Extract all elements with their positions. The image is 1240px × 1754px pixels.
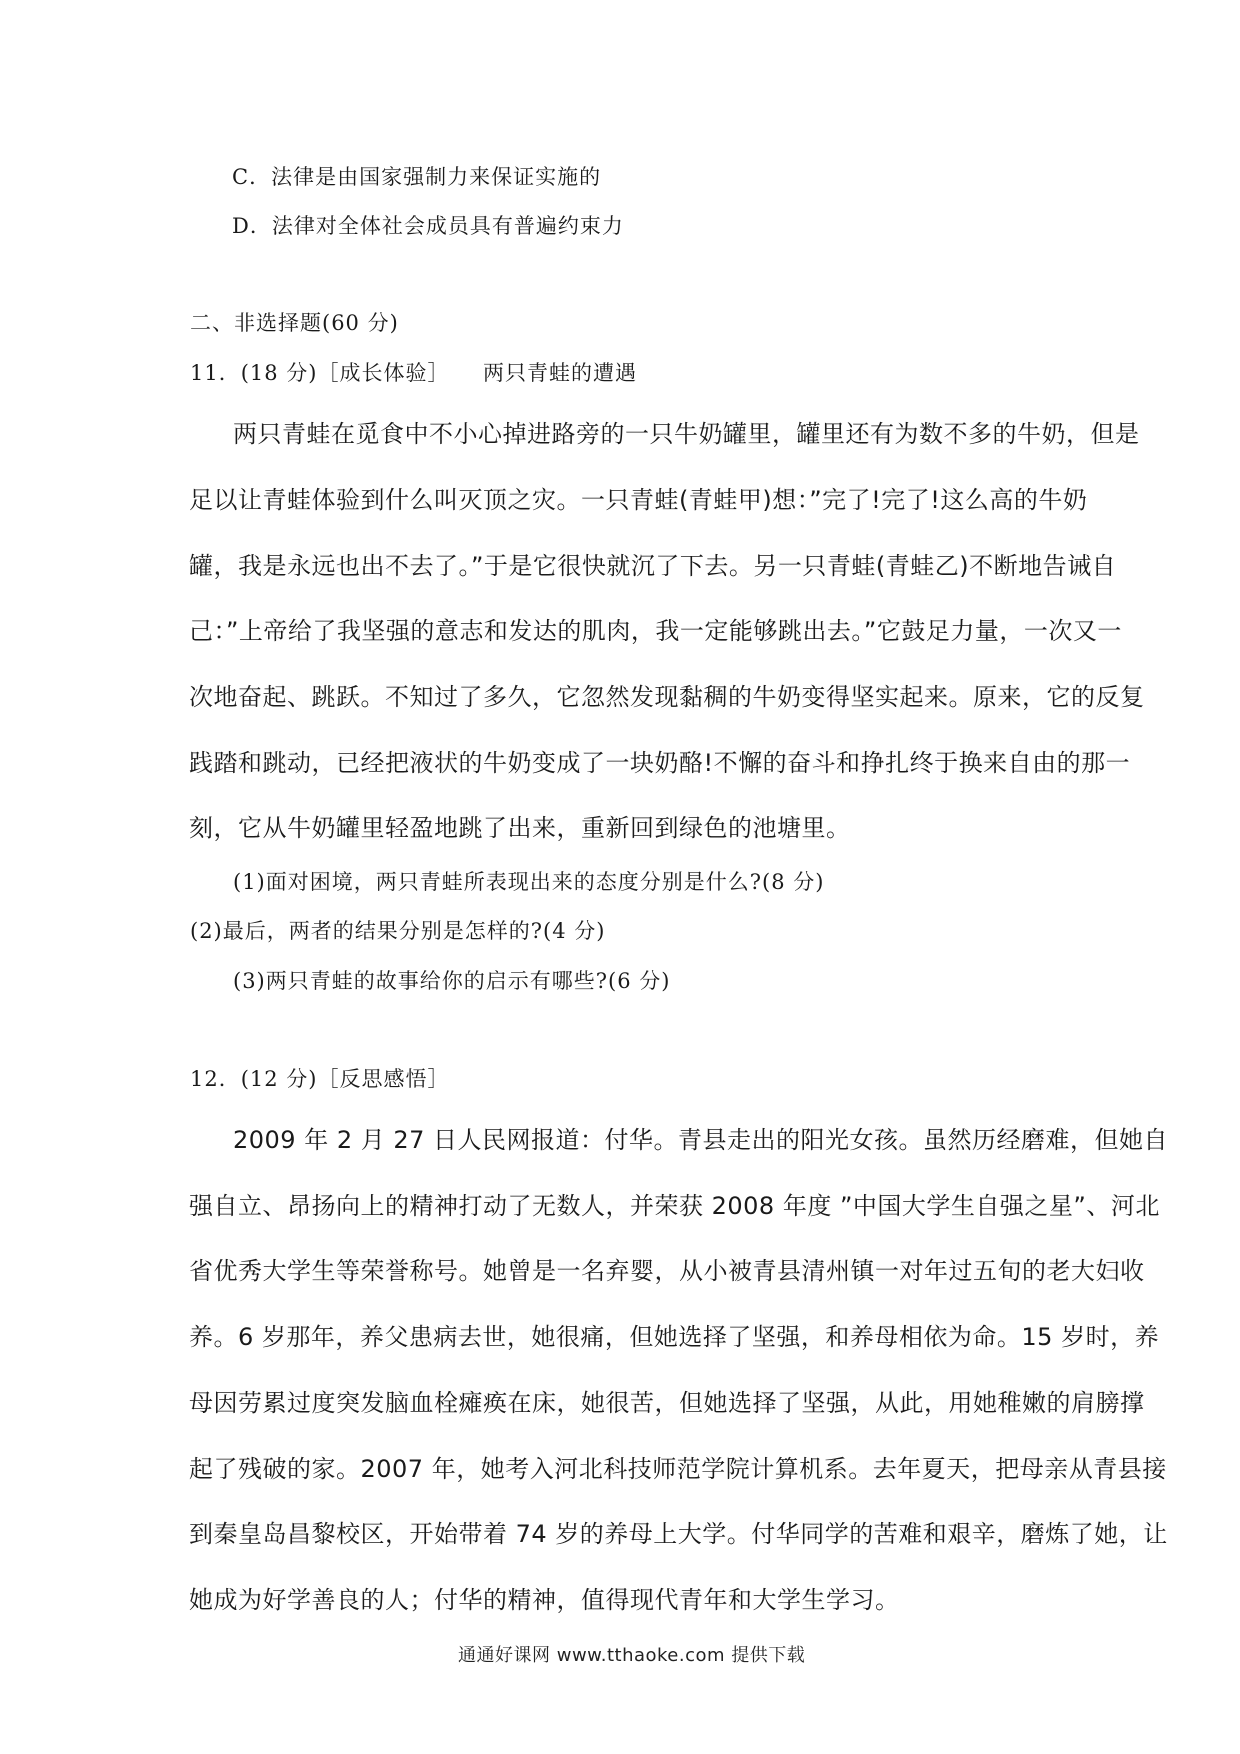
passage-line: 刻，它从牛奶罐里轻盈地跳了出来，重新回到绿色的池塘里。 xyxy=(189,814,851,842)
passage-line: 强自立、昂扬向上的精神打动了无数人，并荣获 2008 年度 ”中国大学生自强之星”、河北 xyxy=(189,1192,1160,1220)
sub-question-3: (3)两只青蛙的故事给你的启示有哪些?(6 分) xyxy=(233,969,671,993)
passage-line: 母因劳累过度突发脑血栓瘫痪在床，她很苦，但她选择了坚强，从此，用她稚嫩的肩膀撑 xyxy=(189,1389,1145,1417)
footer-source: 通通好课网 www.tthaoke.com 提供下载 xyxy=(458,1645,806,1666)
question-12-header: 12．(12 分)［反思感悟］ xyxy=(190,1067,450,1091)
passage-line: 到秦皇岛昌黎校区，开始带着 74 岁的养母上大学。付华同学的苦难和艰辛，磨炼了她，让 xyxy=(189,1520,1168,1548)
passage-line: 两只青蛙在觅食中不小心掉进路旁的一只牛奶罐里，罐里还有为数不多的牛奶，但是 xyxy=(233,420,1140,448)
passage-line: 省优秀大学生等荣誉称号。她曾是一名弃婴，从小被青县清州镇一对年过五旬的老大妇收 xyxy=(189,1257,1145,1285)
passage-line: 足以让青蛙体验到什么叫灭顶之灾。一只青蛙(青蛙甲)想：”完了!完了!这么高的牛奶 xyxy=(189,486,1088,514)
question-11-header: 11．(18 分)［成长体验］ 两只青蛙的遭遇 xyxy=(190,361,638,385)
passage-line: 己：”上帝给了我坚强的意志和发达的肌肉，我一定能够跳出去。”它鼓足力量，一次又一 xyxy=(189,617,1122,645)
passage-line: 养。6 岁那年，养父患病去世，她很痛，但她选择了坚强，和养母相依为命。15 岁时，养 xyxy=(189,1323,1160,1351)
passage-line: 罐，我是永远也出不去了。”于是它很快就沉了下去。另一只青蛙(青蛙乙)不断地告诫自 xyxy=(189,552,1117,580)
passage-line: 次地奋起、跳跃。不知过了多久，它忽然发现黏稠的牛奶变得坚实起来。原来，它的反复 xyxy=(189,683,1145,711)
passage-line: 2009 年 2 月 27 日人民网报道：付华。青县走出的阳光女孩。虽然历经磨难，但她自 xyxy=(233,1126,1169,1154)
passage-line: 她成为好学善良的人；付华的精神，值得现代青年和大学生学习。 xyxy=(189,1586,900,1614)
option-d: D．法律对全体社会成员具有普遍约束力 xyxy=(232,214,624,238)
sub-question-1: (1)面对困境，两只青蛙所表现出来的态度分别是什么?(8 分) xyxy=(233,870,825,894)
section-heading: 二、非选择题(60 分) xyxy=(190,311,399,335)
passage-line: 践踏和跳动，已经把液状的牛奶变成了一块奶酪!不懈的奋斗和挣扎终于换来自由的那一 xyxy=(189,749,1131,777)
passage-line: 起了残破的家。2007 年，她考入河北科技师范学院计算机系。去年夏天，把母亲从青县接 xyxy=(189,1455,1167,1483)
sub-question-2: (2)最后，两者的结果分别是怎样的?(4 分) xyxy=(190,919,606,943)
option-c: C．法律是由国家强制力来保证实施的 xyxy=(232,165,602,189)
